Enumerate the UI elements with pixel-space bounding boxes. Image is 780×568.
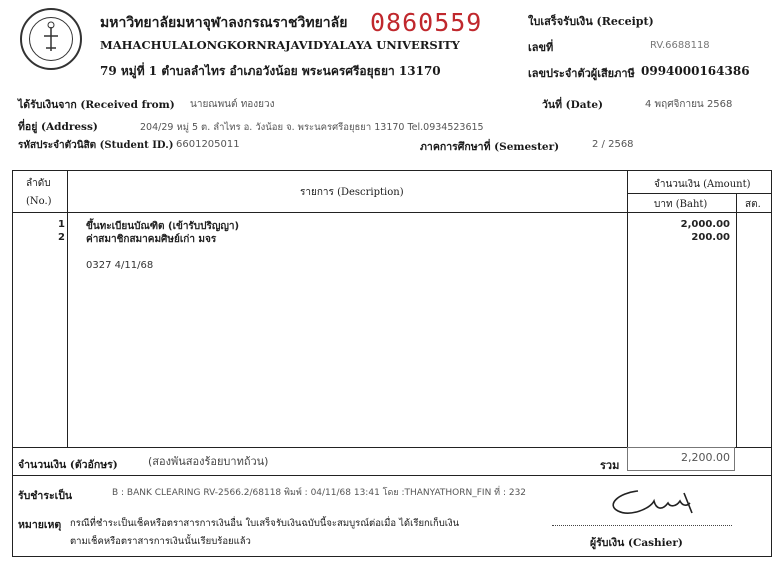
date-label: วันที่ (Date) [542, 99, 604, 111]
item-description: ขึ้นทะเบียนบัณฑิต (เข้ารับปริญญา) [86, 221, 240, 232]
student-id-label: รหัสประจำตัวนิสิต (Student ID.) [18, 140, 174, 151]
date-value: 4 พฤศจิกายน 2568 [645, 99, 733, 110]
payment-label: รับชำระเป็น [18, 490, 73, 502]
university-address: 79 หมู่ที่ 1 ตำบลลำไทร อำเภอวังน้อย พระนครศรีอยุธยา 13170 [100, 64, 441, 78]
receipt-number-value: RV.6688118 [650, 40, 710, 51]
item-amount: 200.00 [691, 232, 730, 243]
university-seal-logo [20, 8, 82, 70]
university-name-th: มหาวิทยาลัยมหาจุฬาลงกรณราชวิทยาลัย [100, 15, 348, 31]
address-label: ที่อยู่ (Address) [18, 121, 98, 133]
col-description: รายการ (Description) [300, 187, 404, 198]
cashier-signature [598, 483, 708, 523]
received-from-value: นายณพนต์ ทองยวง [190, 99, 275, 110]
remark-label: หมายเหตุ [18, 519, 62, 531]
semester-value: 2 / 2568 [592, 139, 634, 150]
receipt-number-label: เลขที่ [528, 41, 554, 54]
remark-line-1: กรณีที่ชำระเป็นเช็คหรือตราสารการเงินอื่น ใบเสร็จรับเงินฉบับนี้จะสมบูรณ์ต่อเมื่อ ได้เรียกเก็บเงิน [70, 518, 460, 529]
col-no-th: ลำดับ [26, 178, 51, 189]
student-id-value: 6601205011 [176, 139, 240, 150]
item-description: ค่าสมาชิกสมาคมศิษย์เก่า มจร [86, 234, 217, 245]
item-no: 1 [58, 219, 65, 230]
payment-value: B : BANK CLEARING RV-2566.2/68118 พิมพ์ : 04/11/68 13:41 โดย :THANYATHORN_FIN ที่ : 232 [112, 488, 527, 498]
amount-words-label: จำนวนเงิน (ตัวอักษร) [18, 459, 118, 471]
item-amount: 2,000.00 [680, 219, 730, 230]
cashier-label: ผู้รับเงิน (Cashier) [590, 537, 683, 549]
university-name-en: MAHACHULALONGKORNRAJAVIDYALAYA UNIVERSITY [100, 38, 460, 52]
received-from-label: ได้รับเงินจาก (Received from) [18, 99, 175, 111]
amount-words-value: (สองพันสองร้อยบาทถ้วน) [148, 455, 269, 468]
semester-label: ภาคการศึกษาที่ (Semester) [420, 141, 560, 153]
col-baht: บาท (Baht) [654, 199, 708, 210]
col-no-en: (No.) [26, 196, 52, 207]
col-amount: จำนวนเงิน (Amount) [654, 179, 751, 190]
item-note: 0327 4/11/68 [86, 260, 154, 271]
remark-line-2: ตามเช็คหรือตราสารการเงินนั้นเรียบร้อยแล้ว [70, 536, 251, 547]
tax-id-value: 0994000164386 [641, 64, 750, 78]
receipt-title: ใบเสร็จรับเงิน (Receipt) [528, 15, 654, 28]
address-value: 204/29 หมู่ 5 ต. ลำไทร อ. วังน้อย จ. พระนครศรีอยุธยา 13170 Tel.0934523615 [140, 122, 484, 133]
document-number: 0860559 [370, 8, 483, 37]
tax-id-label: เลขประจำตัวผู้เสียภาษี [528, 67, 635, 80]
item-no: 2 [58, 232, 65, 243]
col-satang: สต. [745, 199, 761, 210]
total-value: 2,200.00 [681, 451, 730, 464]
total-label: รวม [600, 459, 620, 472]
